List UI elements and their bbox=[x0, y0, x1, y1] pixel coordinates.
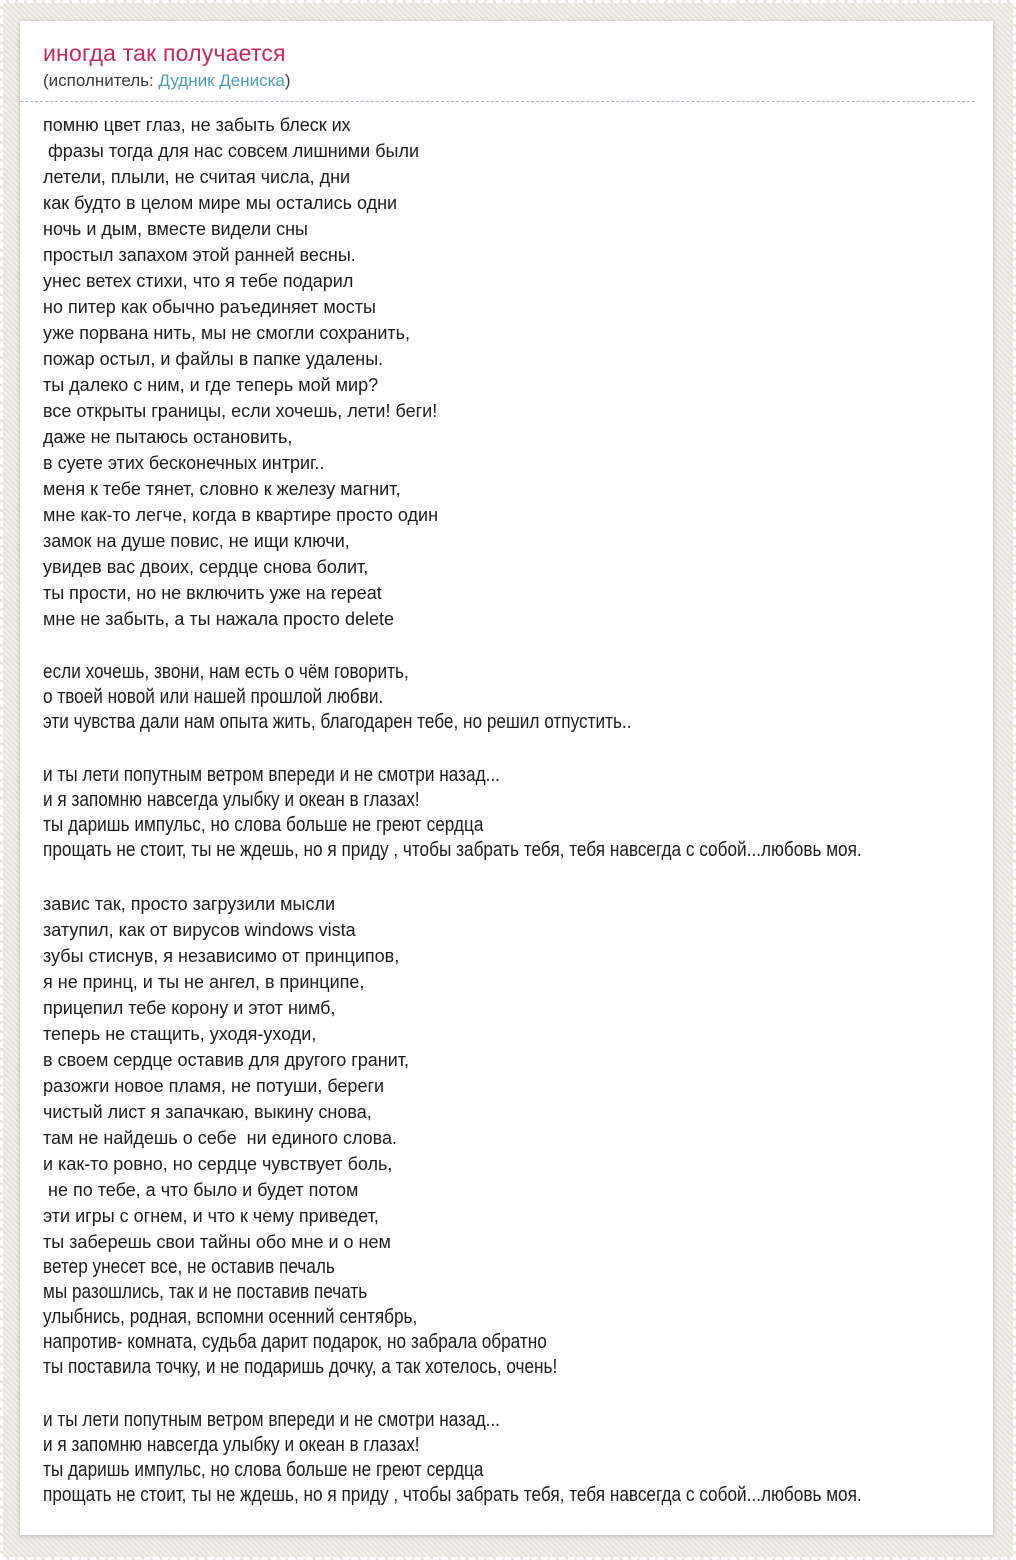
lyric-line: ты прости, но не включить уже на repeat bbox=[43, 583, 382, 603]
lyric-line: ветер унесет все, не оставив печаль bbox=[43, 1256, 335, 1278]
lyric-line: завис так, просто загрузили мысли bbox=[43, 894, 336, 914]
lyric-line: унес ветех стихи, что я тебе подарил bbox=[43, 271, 354, 291]
lyric-line: ты поставила точку, и не подаришь дочку, а так хотелось, очень! bbox=[43, 1356, 558, 1378]
lyric-line: и я запомню навсегда улыбку и океан в глазах! bbox=[43, 1434, 420, 1456]
lyric-line: прощать не стоит, ты не ждешь, но я приду , чтобы забрать тебя, тебя навсегда с собой...любовь моя. bbox=[43, 1484, 862, 1506]
lyric-line: ты далеко с ним, и где теперь мой мир? bbox=[43, 375, 379, 395]
lyric-line: как будто в целом мире мы остались одни bbox=[43, 193, 398, 213]
lyric-line: и ты лети попутным ветром впереди и не смотри назад... bbox=[43, 764, 500, 786]
artist-prefix: (исполнитель: bbox=[43, 71, 159, 90]
lyric-line: мне не забыть, а ты нажала просто delete bbox=[43, 609, 394, 629]
lyric-line: меня к тебе тянет, словно к железу магнит, bbox=[43, 479, 401, 499]
lyric-line: зубы стиснув, я независимо от принципов, bbox=[43, 946, 400, 966]
lyric-line: о твоей новой или нашей прошлой любви. bbox=[43, 686, 384, 708]
lyric-line: прицепил тебе корону и этот нимб, bbox=[43, 998, 336, 1018]
lyric-line: чистый лист я запачкаю, выкину снова, bbox=[43, 1102, 372, 1122]
lyric-line: пожар остыл, и файлы в папке удалены. bbox=[43, 349, 384, 369]
lyric-line: даже не пытаюсь остановить, bbox=[43, 427, 293, 447]
lyric-line: все открыты границы, если хочешь, лети! беги! bbox=[43, 401, 438, 421]
lyric-line: я не принц, и ты не ангел, в принципе, bbox=[43, 972, 365, 992]
lyric-line: фразы тогда для нас совсем лишними были bbox=[43, 141, 420, 161]
lyric-line: уже порвана нить, мы не смогли сохранить, bbox=[43, 323, 410, 343]
lyric-line: замок на душе повис, не ищи ключи, bbox=[43, 531, 350, 551]
lyric-line: помню цвет глаз, не забыть блеск их bbox=[43, 115, 351, 135]
lyric-line: увидев вас двоих, сердце снова болит, bbox=[43, 557, 369, 577]
song-header bbox=[20, 21, 975, 102]
lyric-line: там не найдешь о себе ни единого слова. bbox=[43, 1128, 398, 1148]
lyric-line: и ты лети попутным ветром впереди и не смотри назад... bbox=[43, 1409, 500, 1431]
lyric-line: теперь не стащить, уходя-уходи, bbox=[43, 1024, 317, 1044]
lyric-line: ты даришь импульс, но слова больше не греют сердца bbox=[43, 1459, 484, 1481]
lyrics-text bbox=[20, 102, 993, 1508]
lyric-blank-line bbox=[43, 632, 993, 660]
lyric-line: в суете этих бесконечных интриг.. bbox=[43, 453, 325, 473]
lyric-line: улыбнись, родная, вспомни осенний сентябрь, bbox=[43, 1306, 418, 1328]
lyric-line: простыл запахом этой ранней весны. bbox=[43, 245, 356, 265]
lyric-line: но питер как обычно раъединяет мосты bbox=[43, 297, 376, 317]
lyric-line: прощать не стоит, ты не ждешь, но я приду , чтобы забрать тебя, тебя навсегда с собой...любовь моя. bbox=[43, 839, 862, 861]
lyric-line: ты даришь импульс, но слова больше не греют сердца bbox=[43, 814, 484, 836]
artist-line bbox=[43, 70, 975, 91]
lyric-blank-line bbox=[43, 863, 993, 891]
lyric-line: мне как-то легче, когда в квартире просто один bbox=[43, 505, 439, 525]
lyric-line: и как-то ровно, но сердце чувствует боль, bbox=[43, 1154, 393, 1174]
lyric-line: напротив- комната, судьба дарит подарок, но забрала обратно bbox=[43, 1331, 547, 1353]
lyric-blank-line bbox=[43, 735, 993, 763]
lyric-line: эти игры с огнем, и что к чему приведет, bbox=[43, 1206, 379, 1226]
song-title: иногда так получается bbox=[43, 40, 286, 66]
lyric-line: затупил, как от вирусов windows vista bbox=[43, 920, 356, 940]
lyric-line: ночь и дым, вместе видели сны bbox=[43, 219, 308, 239]
lyric-line: эти чувства дали нам опыта жить, благодарен тебе, но решил отпустить.. bbox=[43, 711, 632, 733]
lyric-line: разожги новое пламя, не потуши, береги bbox=[43, 1076, 385, 1096]
lyric-line: и я запомню навсегда улыбку и океан в глазах! bbox=[43, 789, 420, 811]
lyric-line: ты заберешь свои тайны обо мне и о нем bbox=[43, 1232, 391, 1252]
lyric-blank-line bbox=[43, 1380, 993, 1408]
artist-link[interactable]: Дудник Дениска bbox=[158, 71, 285, 90]
lyrics-card bbox=[20, 21, 993, 1535]
artist-suffix: ) bbox=[284, 71, 291, 90]
lyric-line: летели, плыли, не считая числа, дни bbox=[43, 167, 351, 187]
lyric-line: в своем сердце оставив для другого гранит, bbox=[43, 1050, 410, 1070]
lyric-line: мы разошлись, так и не поставив печать bbox=[43, 1281, 368, 1303]
lyric-line: если хочешь, звони, нам есть о чём говорить, bbox=[43, 661, 409, 683]
lyric-line: не по тебе, а что было и будет потом bbox=[43, 1180, 359, 1200]
